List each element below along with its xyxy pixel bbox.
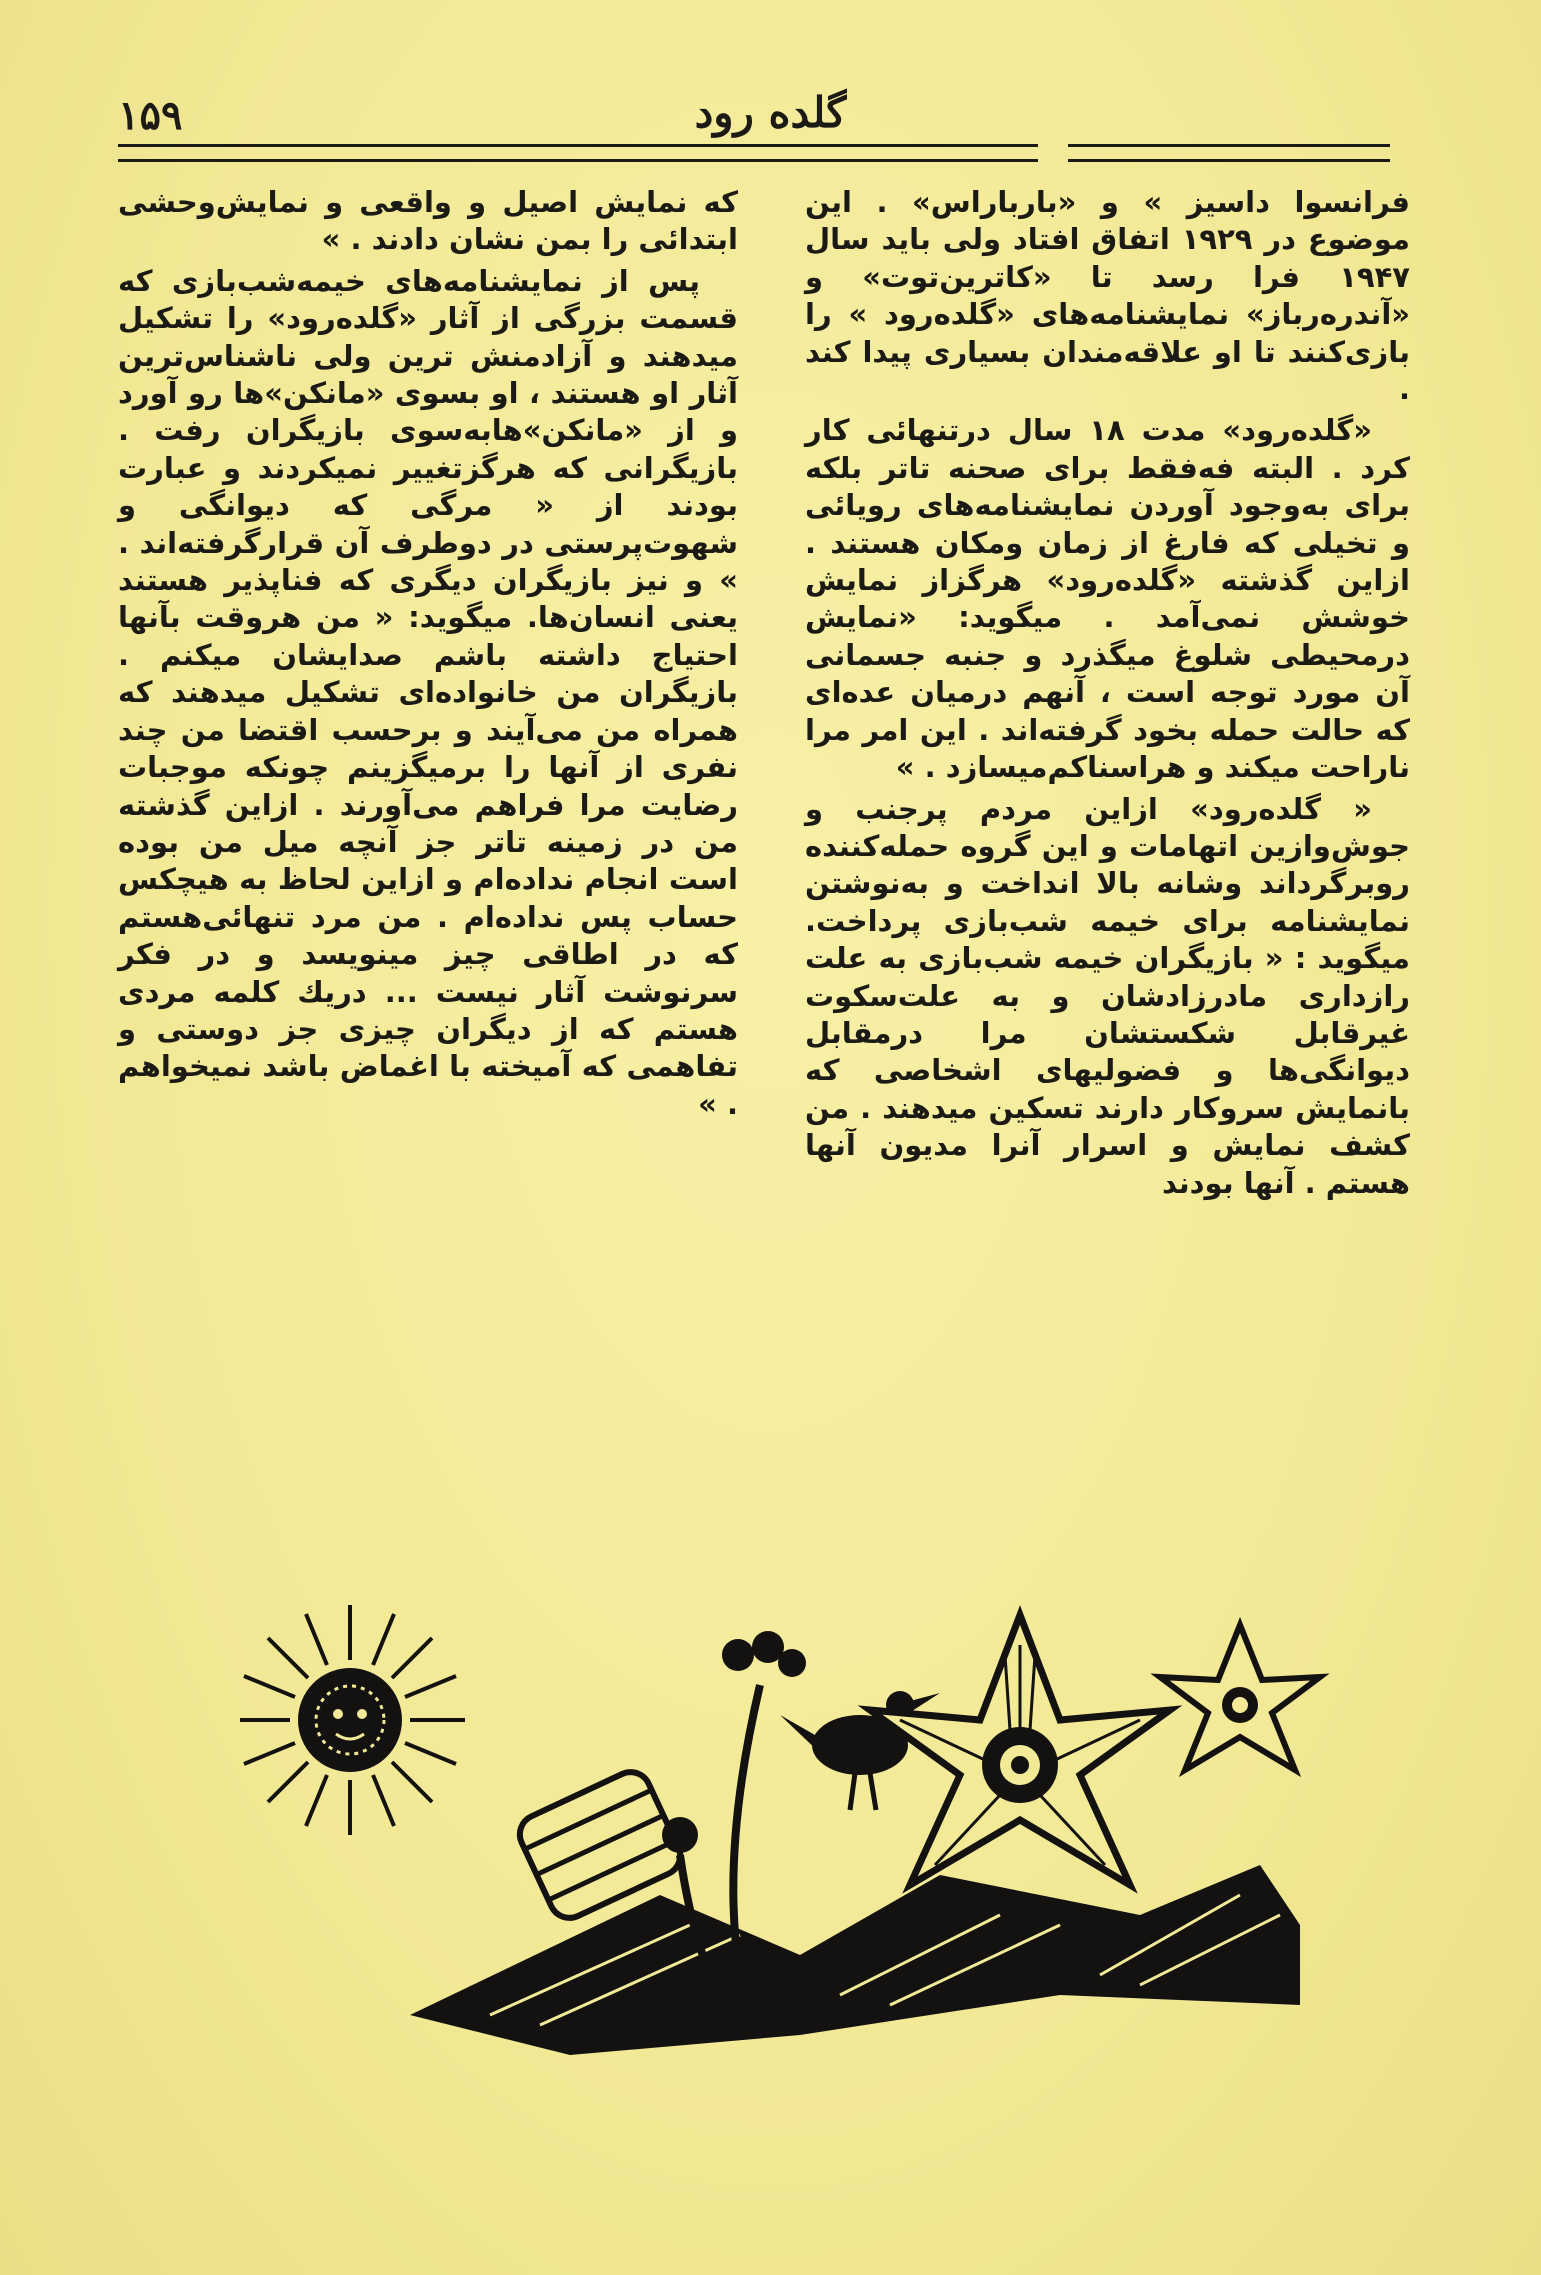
paragraph: که نمایش اصیل و واقعی و نمایش‌وحشی ابتدائی را بمن نشان دادند . » [118, 185, 738, 257]
sun-icon [240, 1605, 465, 1835]
header-rule-right [1068, 144, 1390, 162]
paragraph: «گلده‌رود» مدت ۱۸ سال درتنهائی کار کرد . البته فه‌فقط برای صحنه تاتر بلکه برای به‌وجود آوردن نمایشنامه‌های رویائی و تخیلی که فارغ از زمان ومکان هستند . ازاین گذشته «گلده‌رود» هرگزاز نمایش خوشش نمی‌آمد . میگوید: «نمایش درمحیطی شلوغ میگذرد و جنبه جسمانی آن مورد توجه است ، آنهم درمیان عده‌ای که حالت حمله بخود گرفته‌اند . این امر مرا ناراحت میکند و هراسناکم‌میسازد . » [805, 413, 1410, 785]
woodcut-illustration [240, 1595, 1340, 2065]
page-number: ۱۵۹ [118, 92, 183, 139]
paragraph: « گلده‌رود» ازاین مردم پرجنب و جوش‌وازین اتهامات و این گروه حمله‌کننده روبرگرداند وشانه بالا انداخت و به‌نوشتن نمایشنامه برای خیمه شب‌بازی پرداخت. میگوید : « بازیگران خیمه شب‌بازی به علت رازداری مادرزادشان و به علت‌سکوت غیرقابل شکستشان مرا درمقابل دیوانگی‌ها و فضولیهای اشخاصی که بانمایش سروکار دارند تسکین میدهند . من کشف نمایش و اسرار آنرا مدیون آنها هستم . آنها بودند [805, 791, 1410, 1200]
paragraph: فرانسوا داسیز » و «بارباراس» . این موضوع در ۱۹۲۹ اتفاق افتاد ولی باید سال ۱۹۴۷ فرا رسد تا «کاترین‌توت» و «آندره‌رباز» نمایشنامه‌های «گلده‌رود » را بازی‌کنند تا او علاقه‌مندان بسیاری پیدا کند . [805, 185, 1410, 407]
hills-icon [240, 1595, 1300, 2055]
small-flower-icon [1160, 1625, 1320, 1770]
star-flower-icon [870, 1615, 1170, 1885]
paragraph: پس از نمایشنامه‌های خیمه‌شب‌بازی که قسمت بزرگی از آثار «گلده‌رود» را تشکیل میدهند و آزادمنش ترین ولی ناشناس‌ترین آثار او هستند ، او بسوی «مانکن»ها رو آورد و از «مانکن»هابه‌سوی بازیگران رفت . بازیگرانی که هرگزتغییر نمیکردند و عبارت بودند از « مرگی که دیوانگی و شهوت‌پرستی در دوطرف آن قرارگرفته‌اند . » و نیز بازیگران دیگری که فناپذیر هستند یعنی انسان‌ها. میگوید: « من هروقت بآنها احتیاج داشته باشم صدایشان میکنم . بازیگران من خانواده‌ای تشکیل میدهند که همراه من می‌آیند و برحسب اقتضا من چند نفری از آنها را برمیگزینم چونکه موجبات رضایت مرا فراهم می‌آورند . ازاین گذشته من در زمینه تاتر جز آنچه میل من بوده است انجام نداده‌ام و ازاین لحاظ به هیچکس حساب پس نداده‌ام . من مرد تنهائی‌هستم که در اطاقی چیز مینویسد و در فکر سرنوشت آثار نیست ... دریك کلمه مردی هستم که از دیگران چیزی جز دوستی و تفاهمی که آمیخته با اغماض باشد نمیخواهم . » [118, 263, 738, 1121]
header-rule-left [118, 144, 1038, 162]
text-column-right [805, 184, 1410, 1202]
running-title: گلده رود [694, 88, 847, 137]
bird-icon [780, 1691, 940, 1810]
text-column-left [118, 184, 738, 1123]
